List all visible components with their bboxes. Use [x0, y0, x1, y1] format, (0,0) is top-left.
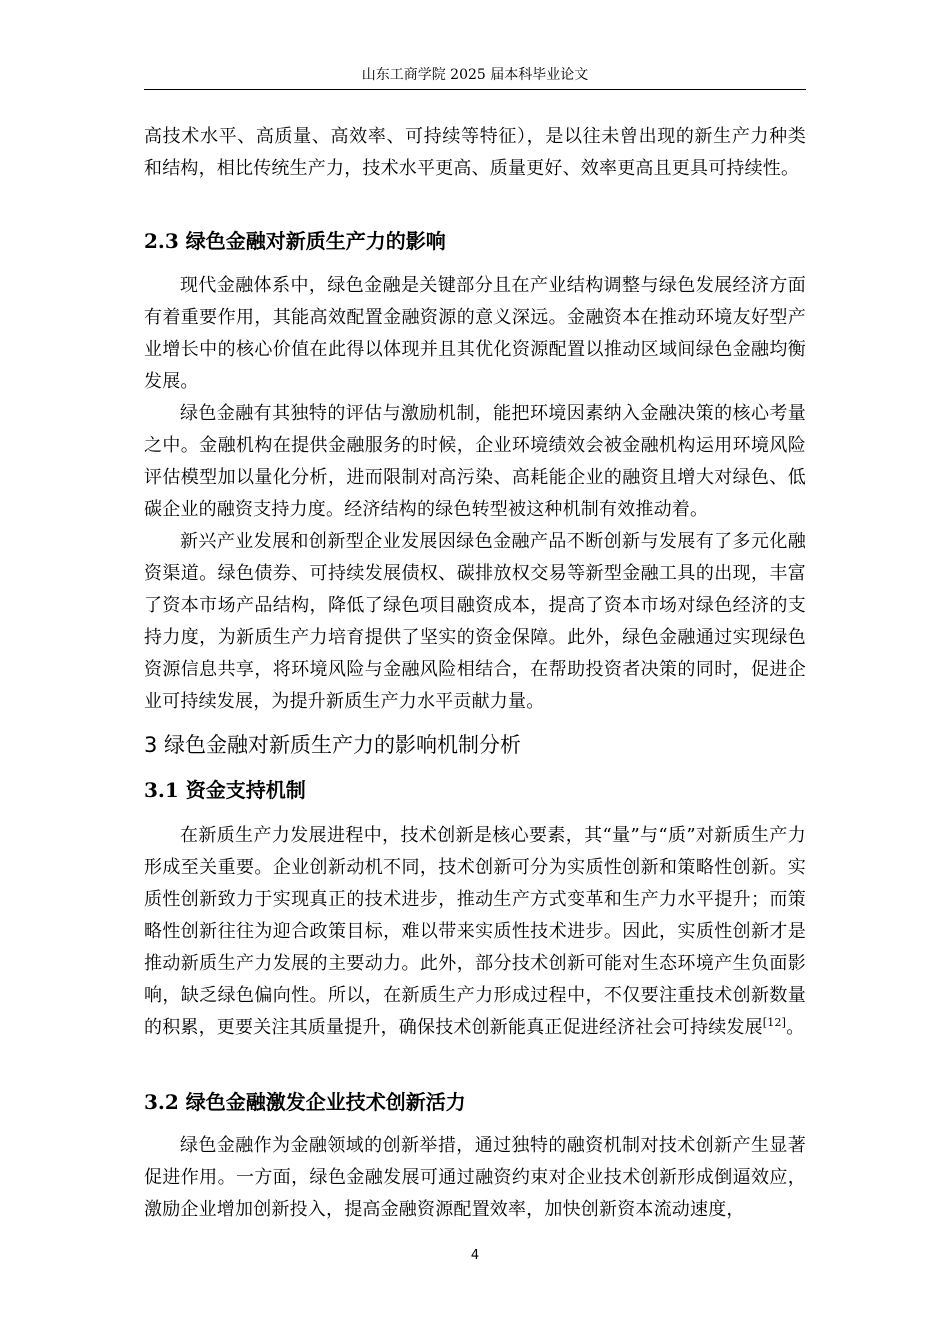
- section-heading-3-2: 3.2 绿色金融激发企业技术创新活力: [144, 1090, 466, 1114]
- section-heading-3-1: 3.1 资金支持机制: [144, 778, 306, 802]
- paragraph: 绿色金融作为金融领域的创新举措，通过独特的融资机制对技术创新产生显著促进作用。一方面，绿色金融发展可通过融资约束对企业技术创新形成倒逼效应，激励企业增加创新投入，提高金融资源配置效率，加快创新资本流动速度，: [144, 1135, 806, 1220]
- header-divider: [144, 89, 806, 90]
- page-number: 4: [470, 1248, 480, 1263]
- paragraph-end: 。: [786, 1017, 805, 1038]
- running-header: 山东工商学院 2025 届本科毕业论文: [361, 67, 589, 83]
- chapter-heading-3: 3 绿色金融对新质生产力的影响机制分析: [144, 733, 522, 757]
- paragraph: 现代金融体系中，绿色金融是关键部分且在产业结构调整与绿色发展经济方面有着重要作用，其能高效配置金融资源的意义深远。金融资本在推动环境友好型产业增长中的核心价值在此得以体现并且其优化资源配置以推动区域间绿色金融均衡发展。: [144, 275, 806, 392]
- section-heading-2-3: 2.3 绿色金融对新质生产力的影响: [144, 229, 446, 253]
- citation-marker: [12]: [762, 1016, 787, 1029]
- paragraph: 绿色金融有其独特的评估与激励机制，能把环境因素纳入金融决策的核心考量之中。金融机构在提供金融服务的时候，企业环境绩效会被金融机构运用环境风险评估模型加以量化分析，进而限制对高污染、高耗能企业的融资且增大对绿色、低碳企业的融资支持力度。经济结构的绿色转型被这种机制有效推动着。: [144, 403, 806, 520]
- paragraph-continued: 高技术水平、高质量、高效率、可持续等特征），是以往未曾出现的新生产力种类和结构，相比传统生产力，技术水平更高、质量更好、效率更高且更具可持续性。: [144, 126, 806, 179]
- paragraph: 新兴产业发展和创新型企业发展因绿色金融产品不断创新与发展有了多元化融资渠道。绿色债券、可持续发展债权、碳排放权交易等新型金融工具的出现，丰富了资本市场产品结构，降低了绿色项目融资成本，提高了资本市场对绿色经济的支持力度，为新质生产力培育提供了坚实的资金保障。此外，绿色金融通过实现绿色资源信息共享，将环境风险与金融风险相结合，在帮助投资者决策的同时，促进企业可持续发展，为提升新质生产力水平贡献力量。: [144, 531, 806, 712]
- paragraph-text: 在新质生产力发展进程中，技术创新是核心要素，其“量”与“质”对新质生产力形成至关重要。企业创新动机不同，技术创新可分为实质性创新和策略性创新。实质性创新致力于实现真正的技术进步，推动生产方式变革和生产力水平提升；而策略性创新往往为迎合政策目标，难以带来实质性技术进步。因此，实质性创新才是推动新质生产力发展的主要动力。此外，部分技术创新可能对生态环境产生负面影响，缺乏绿色偏向性。所以，在新质生产力形成过程中，不仅要注重技术创新数量的积累，更要关注其质量提升，确保技术创新能真正促进经济社会可持续发展: [144, 825, 806, 1038]
- paragraph: [144, 820, 806, 1044]
